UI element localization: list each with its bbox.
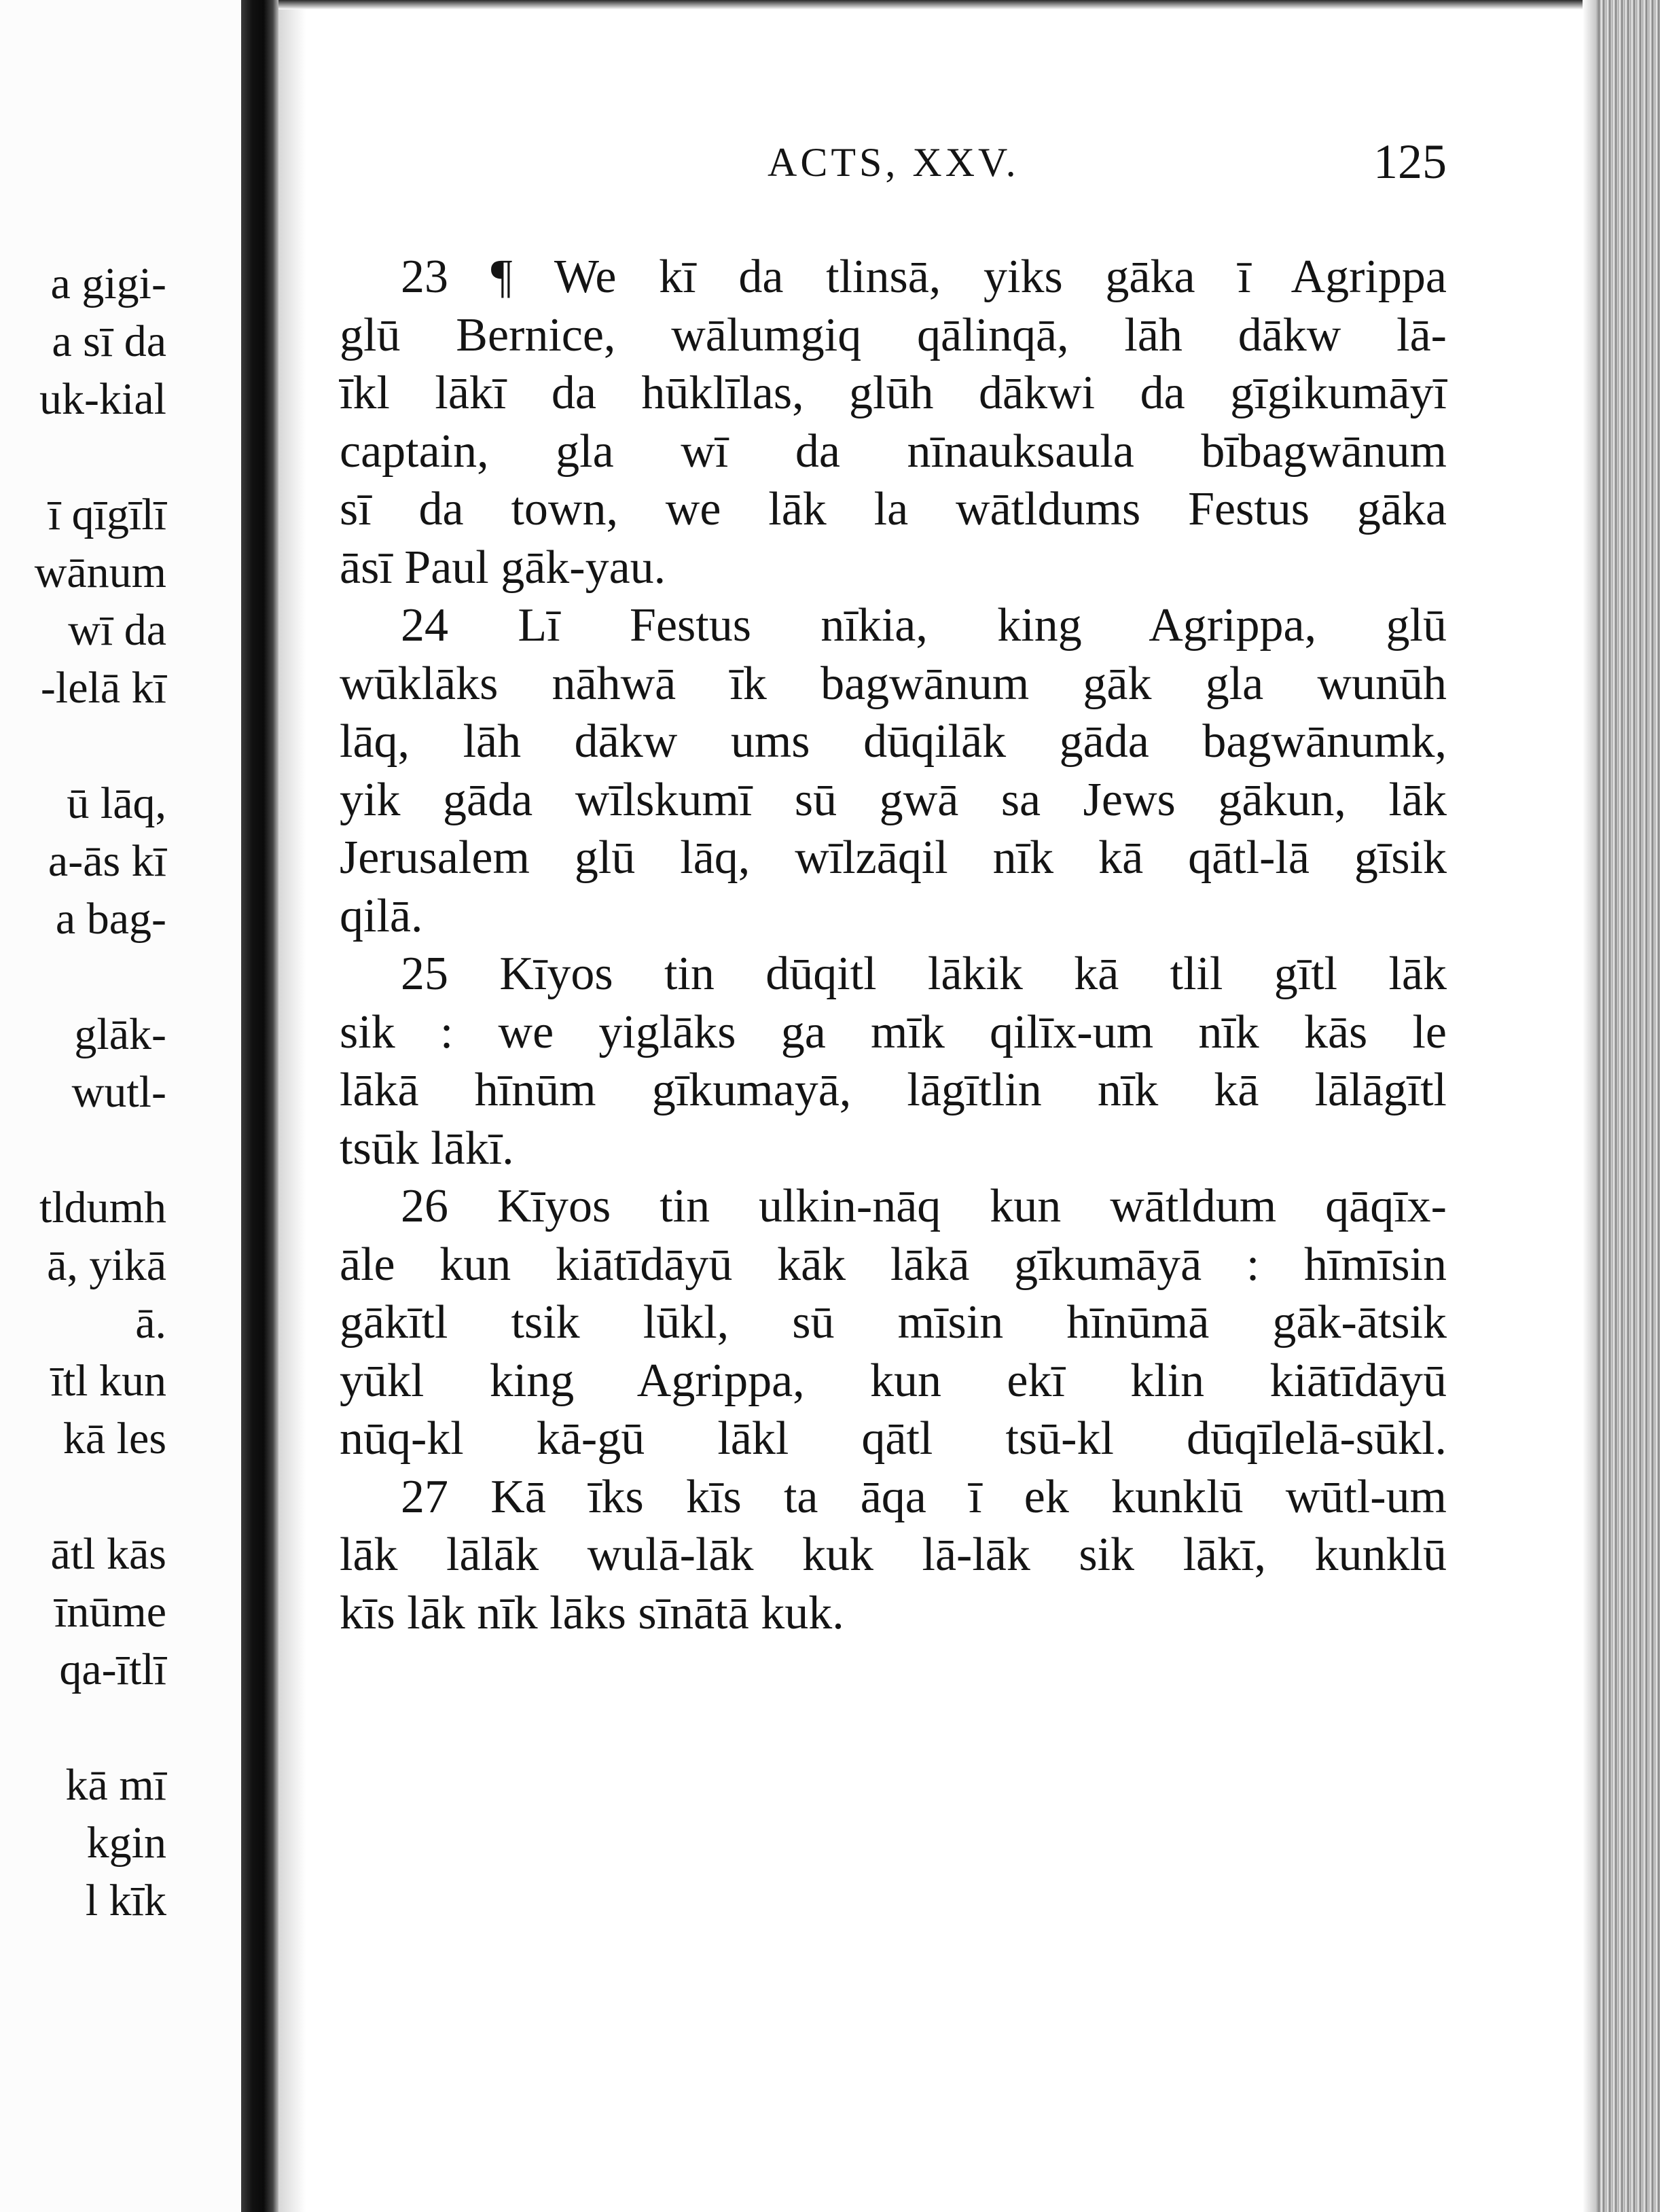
left-page-line: a sī da [52,317,166,366]
left-page-line: ī qīgīlī [48,490,166,539]
verse-line: 27 Kā īks kīs ta āqa ī ek kunklū wūtl-um [401,1470,1447,1523]
verse-line: tsūk lākī. [340,1122,514,1175]
left-page-line: uk-kial [39,374,166,424]
page-top-edge [278,0,1600,10]
left-page-line: ā. [135,1298,166,1348]
verse-line: gākītl tsik lūkl, sū mīsin hīnūmā gāk-ātsik [340,1296,1447,1349]
verse-line: yūkl king Agrippa, kun ekī klin kiātīdāyū [340,1354,1447,1407]
body-text [340,248,1447,1642]
left-page-line: a gigi- [50,259,166,308]
verse-line: 25 Kīyos tin dūqitl lākik kā tlil gītl lāk [401,948,1447,1000]
verse-line: wūklāks nāhwā īk bagwānum gāk gla wunūh [340,657,1447,710]
left-page-line: a-ās kī [48,836,166,886]
left-page-line: -lelā kī [40,663,166,713]
gutter-shadow [278,0,306,2212]
verse-line: glū Bernice, wālumgiq qālinqā, lāh dākw lā- [340,308,1447,361]
verse-line: 26 Kīyos tin ulkin-nāq kun wātldum qāqīx- [401,1180,1447,1232]
verse-line: sī da town, we lāk la wātldums Festus gāka [340,483,1447,535]
left-page-line: ātl kās [50,1529,166,1579]
left-page-line: wī da [68,605,166,655]
verse-line: lāk lālāk wulā-lāk kuk lā-lāk sik lākī, kunklū [340,1529,1447,1581]
verse-line: 24 Lī Festus nīkia, king Agrippa, glū [401,599,1447,652]
verse-line: qilā. [340,889,423,942]
page-stack-edge [1600,0,1660,2212]
left-page-line: ā, yikā [47,1241,166,1290]
verse-line: lāq, lāh dākw ums dūqilāk gāda bagwānumk, [340,715,1447,768]
verse-line: captain, gla wī da nīnauksaula bībagwānum [340,425,1447,478]
running-head [306,135,1447,194]
left-page-line: kā mī [65,1760,166,1810]
page-edge-shadow [1583,0,1602,2212]
previous-page-fragment [0,0,248,2212]
left-page-line: wutl- [71,1067,166,1117]
left-page-line: l kīk [85,1876,166,1925]
left-page-line: īnūme [54,1587,166,1637]
verse-line: Jerusalem glū lāq, wīlzāqil nīk kā qātl-lā gīsik [340,832,1447,884]
verse-line: kīs lāk nīk lāks sīnātā kuk. [340,1586,844,1639]
verse-line: lākā hīnūm gīkumayā, lāgītlin nīk kā lālāgītl [340,1064,1447,1116]
verse-line: īkl lākī da hūklīlas, glūh dākwi da gīgikumāyī [340,367,1447,419]
verse-line: āsī Paul gāk-yau. [340,541,666,594]
left-page-line: kā les [62,1414,166,1463]
left-page-line: a bag- [55,894,166,944]
left-page-line: wānum [34,548,166,597]
verse-line: nūq-kl kā-gū lākl qātl tsū-kl dūqīlelā-sūkl. [340,1412,1447,1465]
verse-line: 23 ¶ We kī da tlinsā, yiks gāka ī Agrippa [401,251,1447,303]
left-page-line: kgin [86,1818,166,1868]
verse-line: yik gāda wīlskumī sū gwā sa Jews gākun, lāk [340,773,1447,826]
left-page-line: tldumh [39,1183,166,1232]
book-gutter [241,0,278,2212]
left-page-line: glāk- [74,1010,166,1059]
left-page-line: qa-ītlī [59,1645,166,1694]
page-number: 125 [1373,135,1447,189]
left-page-line: ītl kun [50,1356,166,1406]
left-page-line: ū lāq, [67,779,166,828]
verse-line: sik : we yiglāks ga mīk qilīx-um nīk kās le [340,1005,1447,1058]
verse-line: āle kun kiātīdāyū kāk lākā gīkumāyā : hīmīsin [340,1238,1447,1291]
running-title: ACTS, XXV. [768,140,1020,185]
